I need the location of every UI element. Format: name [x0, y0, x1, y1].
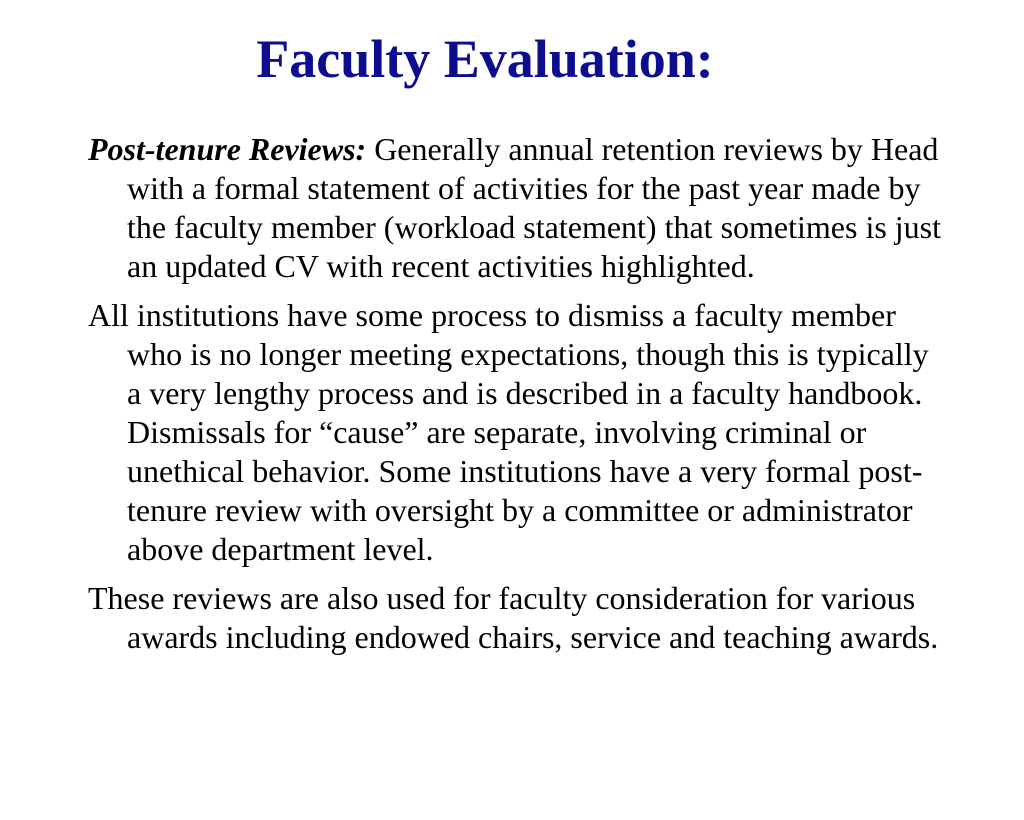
slide-title: Faculty Evaluation: [256, 29, 714, 89]
slide-body [88, 130, 948, 667]
paragraph-text: Generally annual retention reviews by Head with a formal statement of activities for the past year made by the faculty member (workload statement) that sometimes is just an updated CV with recent activities highlighted. [127, 131, 942, 284]
paragraph-dismissal-process [88, 296, 948, 569]
paragraph-awards [88, 579, 948, 657]
paragraph-post-tenure-reviews [88, 130, 948, 286]
paragraph-text: These reviews are also used for faculty consideration for various awards including endowed chairs, service and teaching awards. [88, 580, 939, 655]
paragraph-lead-label: Post-tenure Reviews: [88, 131, 367, 167]
paragraph-text: All institutions have some process to dismiss a faculty member who is no longer meeting expectations, though this is typically a very lengthy process and is described in a faculty handbook. Dismissals for “cause” are separate, involving criminal or unethical behavior. Some institutions have a very formal post-tenure review with oversight by a committee or administrator above department level. [88, 297, 929, 567]
